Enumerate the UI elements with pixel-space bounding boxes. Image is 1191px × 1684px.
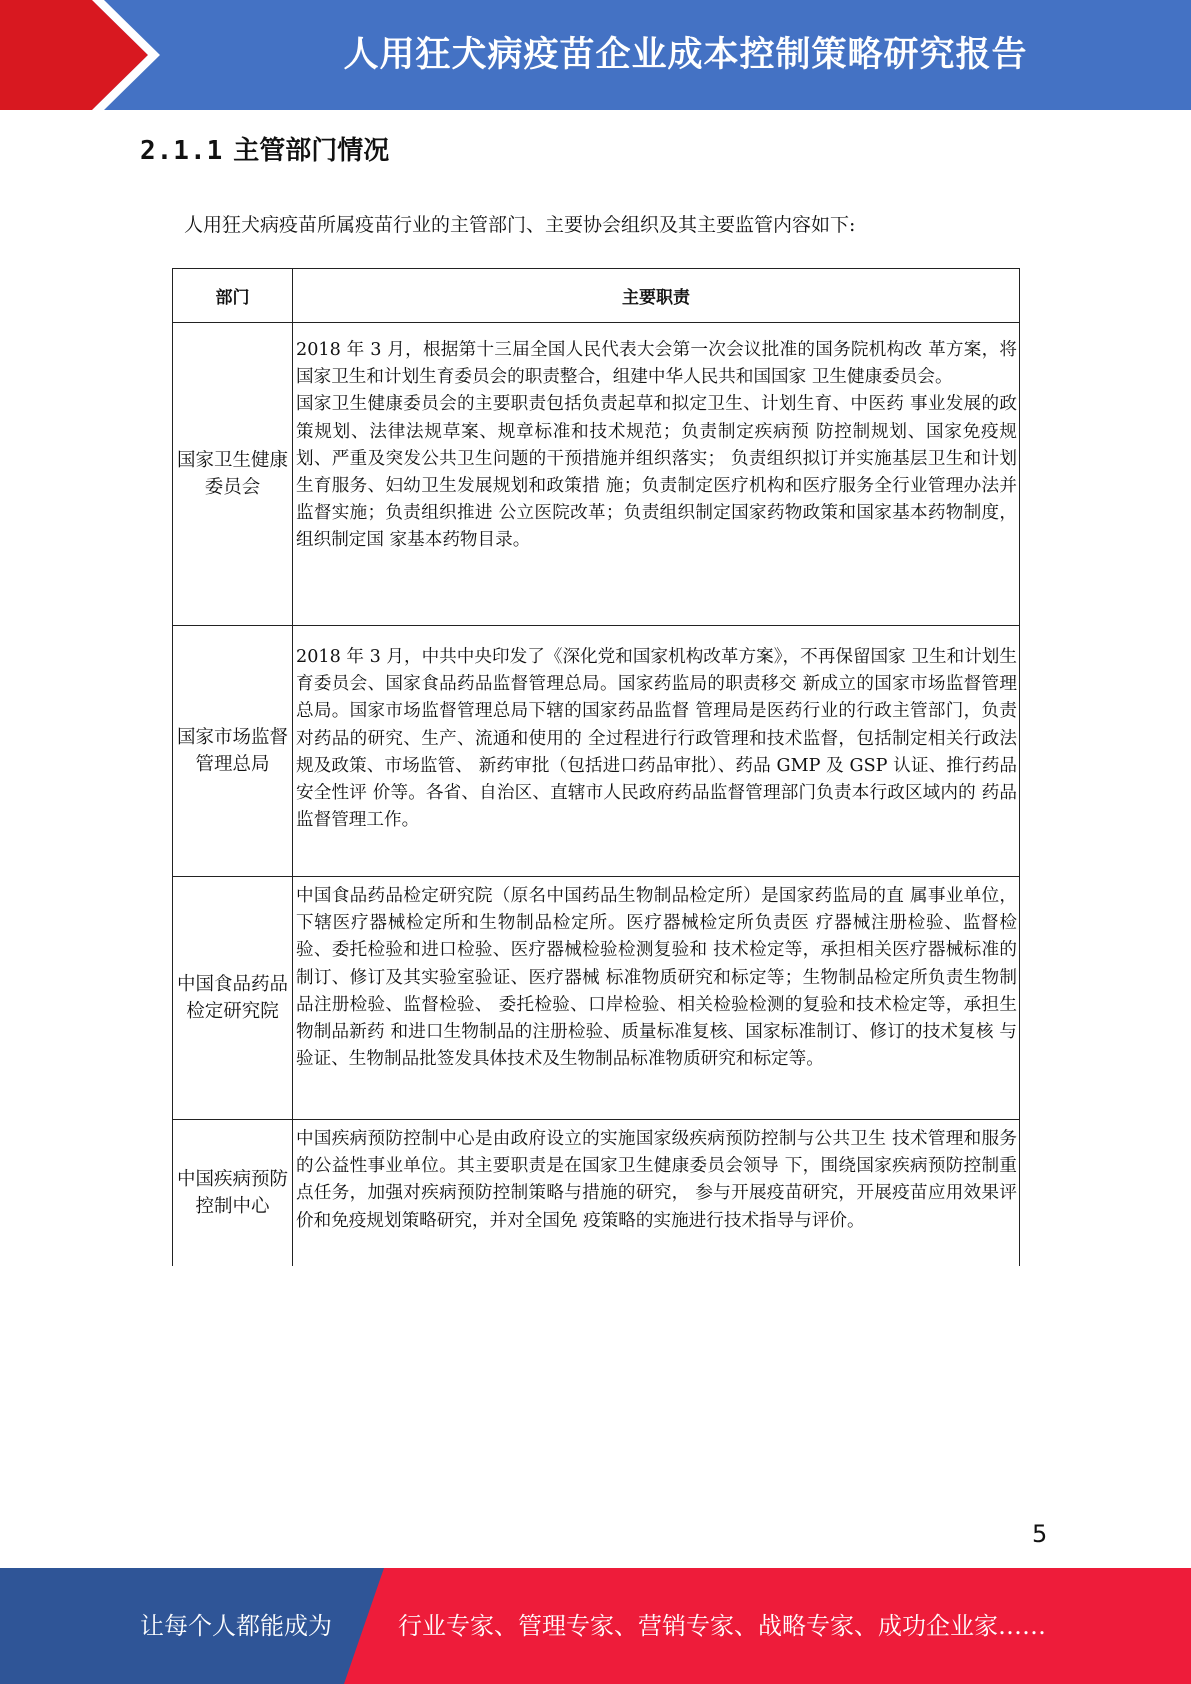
footer-slogan-right: 行业专家、管理专家、营销专家、战略专家、成功企业家……	[398, 1612, 1046, 1640]
department-cell: 中国食品药品检定研究院	[173, 877, 293, 1120]
department-cell: 中国疾病预防控制中心	[173, 1120, 293, 1267]
duty-paragraph: 2018 年 3 月，中共中央印发了《深化党和国家机构改革方案》，不再保留国家 卫生和计划生育委员会、国家食品药品监督管理总局。国家药监局的职责移交 新成立的国家市场监督管理总局。国家市场监督管理总局下辖的国家药品监督 管理局是医药行业的行政主管部门，负责对药品的研究、生产、流通和使用的 全过程进行行政管理和技术监督，包括制定相关行政法规及政策、市场监管、 新药审批（包括进口药品审批）、药品 GMP 及 GSP 认证、推行药品安全性评 价等。各省、自治区、直辖市人民政府药品监督管理部门负责本行政区域内的 药品监督管理工作。	[296, 647, 1017, 831]
section-heading	[140, 130, 389, 167]
header-cell-department: 部门	[173, 269, 293, 323]
footer-slogan-left: 让每个人都能成为	[140, 1612, 332, 1640]
header-chevron-icon	[0, 0, 200, 110]
section-number: 2.1.1	[140, 136, 224, 166]
intro-paragraph: 人用狂犬病疫苗所属疫苗行业的主管部门、主要协会组织及其主要监管内容如下:	[184, 214, 856, 236]
duty-paragraph: 中国食品药品检定研究院（原名中国药品生物制品检定所）是国家药监局的直 属事业单位，下辖医疗器械检定所和生物制品检定所。医疗器械检定所负责医 疗器械注册检验、监督检验、委托检验和进口检验、医疗器械检验检测复验和 技术检定等，承担相关医疗器械标准的制订、修订及其实验室验证、医疗器械 标准物质研究和标定等；生物制品检定所负责生物制品注册检验、监督检验、 委托检验、口岸检验、相关检验检测的复验和技术检定等，承担生物制品新药 和进口生物制品的注册检验、质量标准复核、国家标准制订、修订的技术复核 与验证、生物制品批签发具体技术及生物制品标准物质研究和标定等。	[296, 886, 1017, 1070]
table-header-row	[173, 269, 1020, 323]
duties-cell	[293, 626, 1020, 877]
duty-paragraph: 国家卫生健康委员会的主要职责包括负责起草和拟定卫生、计划生育、中医药 事业发展的政策规划、法律法规草案、规章标准和技术规范；负责制定疾病预 防控制规划、国家免疫规划、严重及突发公共卫生问题的干预措施并组织落实； 负责组织拟订并实施基层卫生和计划生育服务、妇幼卫生发展规划和政策措 施；负责制定医疗机构和医疗服务全行业管理办法并监督实施；负责组织推进 公立医院改革；负责组织制定国家药物政策和国家基本药物制度，组织制定国 家基本药物目录。	[296, 394, 1017, 551]
section-title: 主管部门情况	[233, 136, 390, 166]
department-table	[172, 268, 1020, 1266]
report-title: 人用狂犬病疫苗企业成本控制策略研究报告	[343, 35, 1028, 75]
table-row	[173, 1120, 1020, 1267]
duties-cell	[293, 323, 1020, 626]
page-number: 5	[1032, 1520, 1048, 1548]
table-row	[173, 323, 1020, 626]
duties-cell	[293, 877, 1020, 1120]
table-row	[173, 877, 1020, 1120]
duties-cell	[293, 1120, 1020, 1267]
department-cell: 国家市场监督管理总局	[173, 626, 293, 877]
duty-paragraph: 中国疾病预防控制中心是由政府设立的实施国家级疾病预防控制与公共卫生 技术管理和服务的公益性事业单位。其主要职责是在国家卫生健康委员会领导 下，围绕国家疾病预防控制重点任务，加强对疾病预防控制策略与措施的研究， 参与开展疫苗研究，开展疫苗应用效果评价和免疫规划策略研究，并对全国免 疫策略的实施进行技术指导与评价。	[296, 1129, 1017, 1231]
department-cell: 国家卫生健康委员会	[173, 323, 293, 626]
duty-paragraph: 2018 年 3 月，根据第十三届全国人民代表大会第一次会议批准的国务院机构改 革方案，将国家卫生和计划生育委员会的职责整合，组建中华人民共和国国家 卫生健康委员会。	[296, 340, 1017, 388]
page-footer	[0, 1568, 1191, 1684]
header-cell-duties: 主要职责	[293, 269, 1020, 323]
table-row	[173, 626, 1020, 877]
page-header	[0, 0, 1191, 110]
